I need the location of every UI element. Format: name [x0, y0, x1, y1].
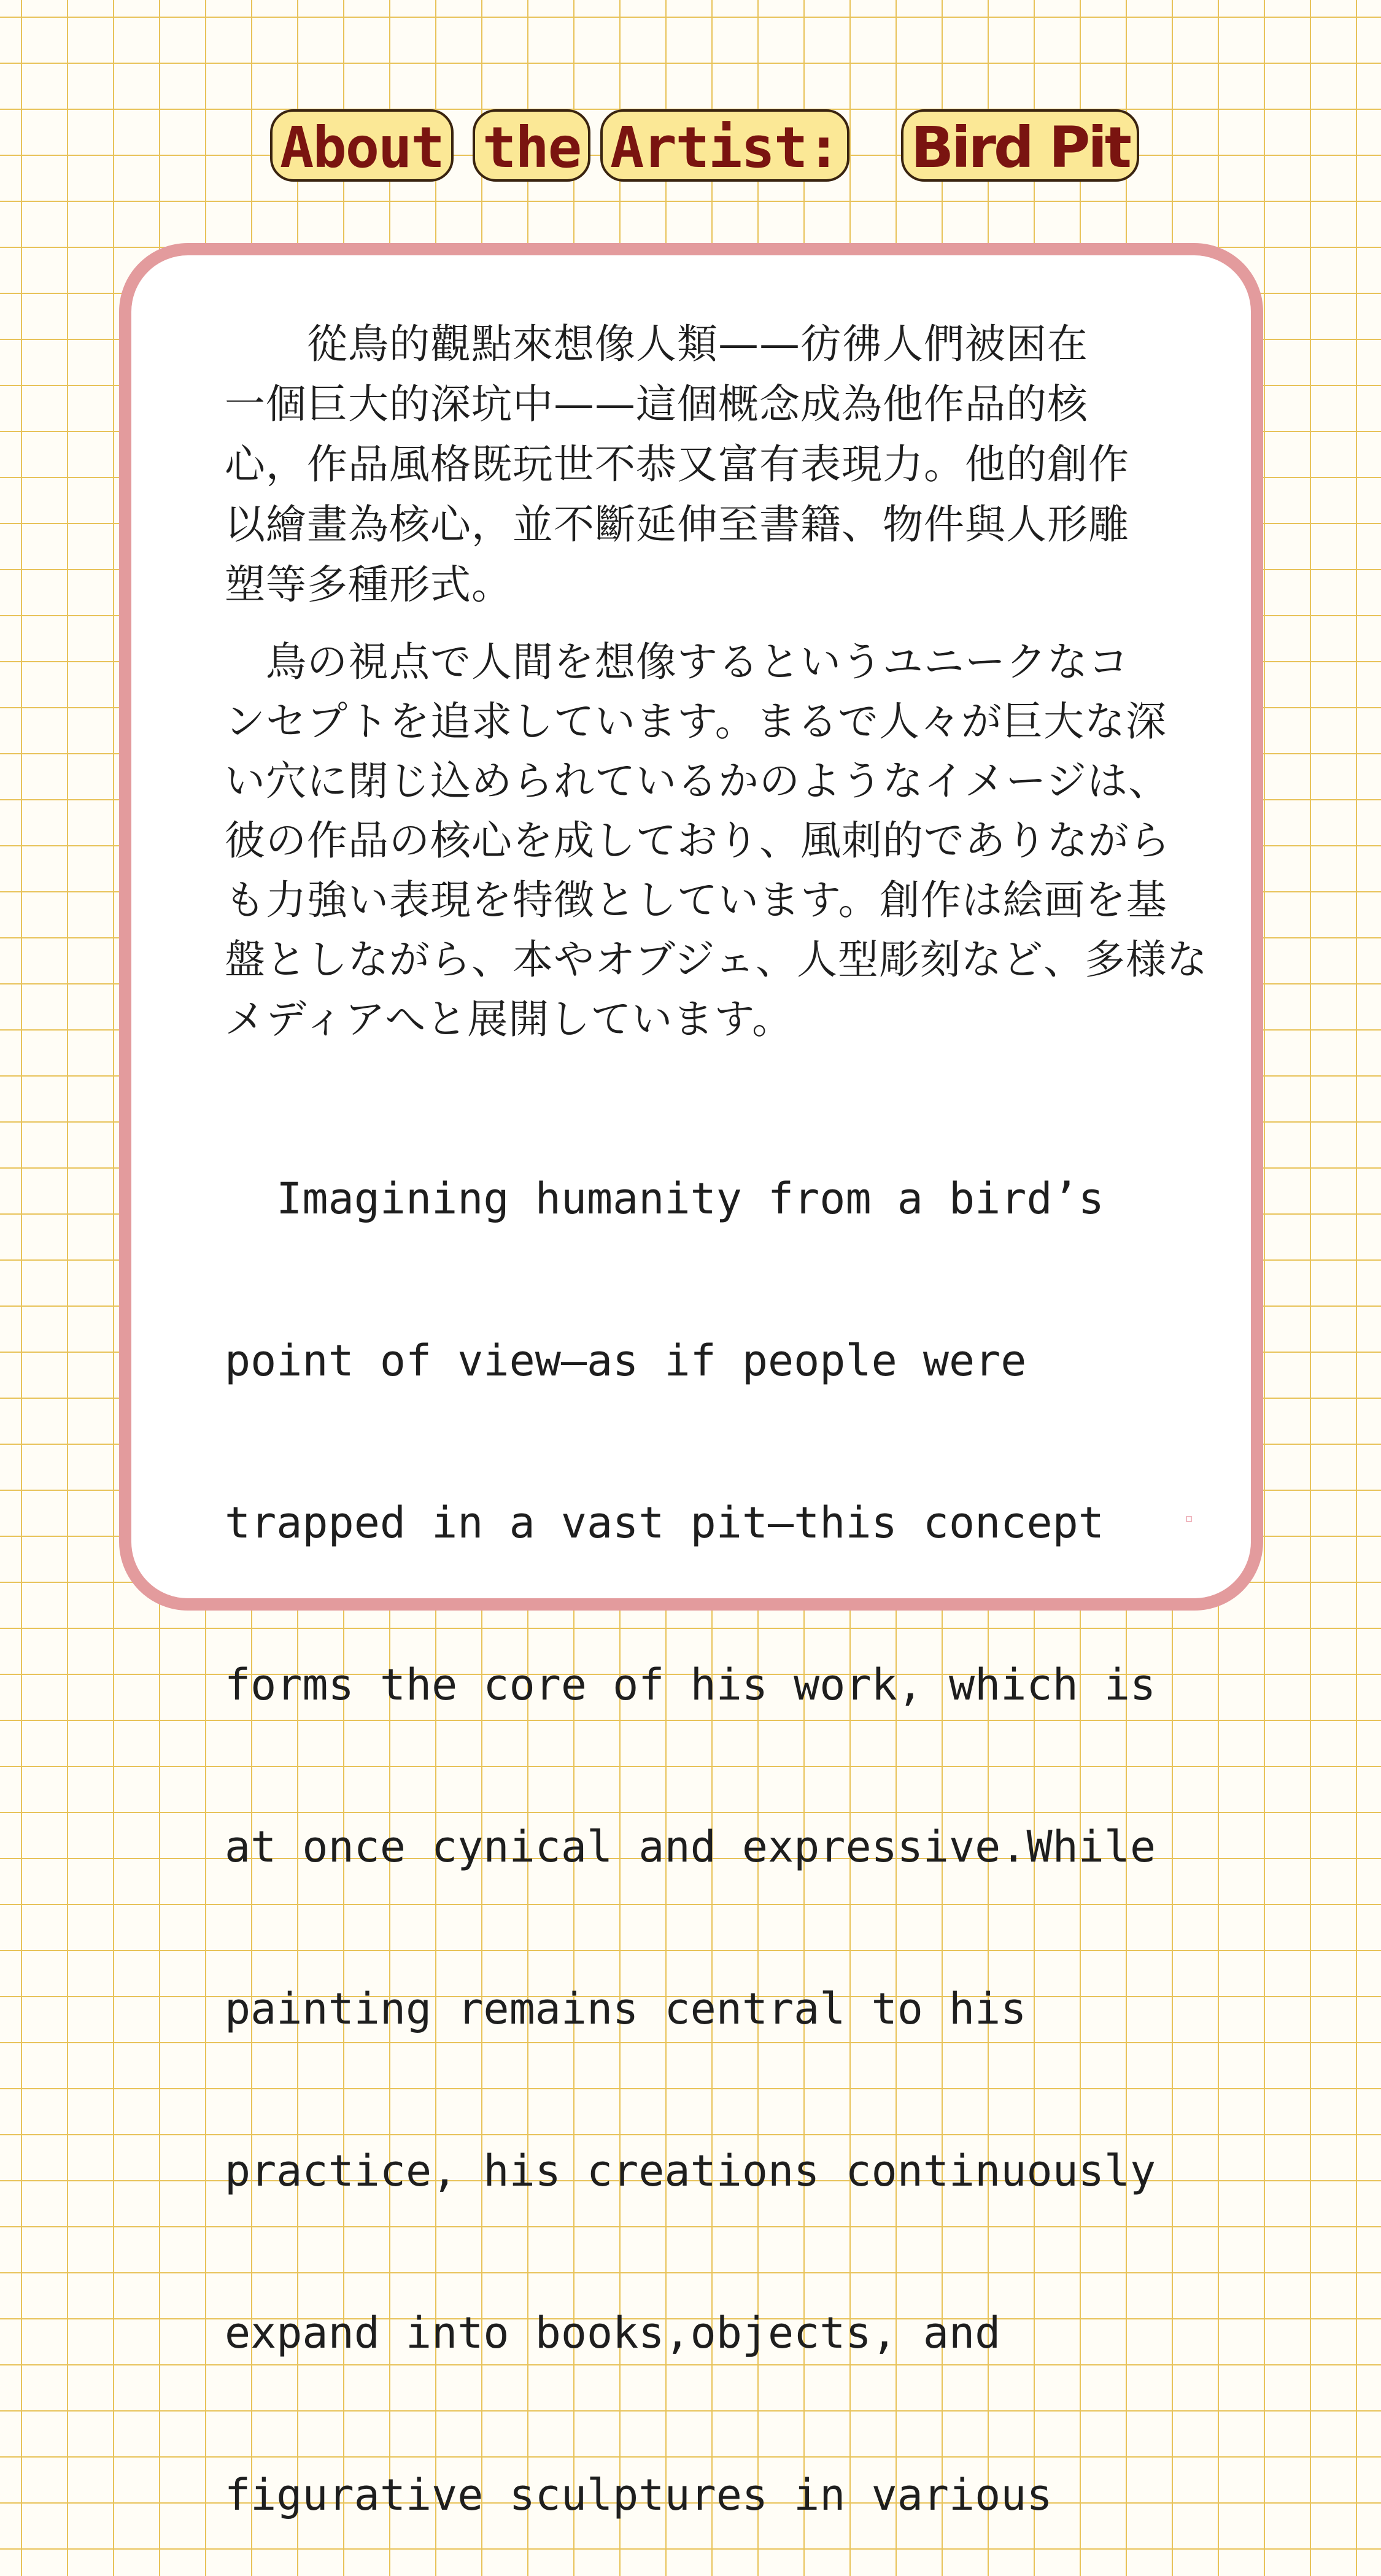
text-overflow-marker: [1186, 1516, 1192, 1522]
bio-line: point of view—as if people were: [225, 1336, 1027, 1386]
bio-line: forms the core of his work, which is: [225, 1660, 1156, 1710]
bio-line: 盤としながら、本やオブジェ、人型彫刻など、多様な: [225, 936, 1209, 983]
bio-line: メディアへと展開しています。: [225, 996, 794, 1043]
bio-line: trapped in a vast pit—this concept: [225, 1498, 1104, 1548]
bio-line: 心，作品風格既玩世不恭又富有表現力。他的創作: [225, 441, 1129, 488]
bio-line: も力強い表現を特徴としています。創作は絵画を基: [225, 876, 1167, 924]
bio-line: い穴に閉じ込められているかのようなイメージは、: [225, 757, 1170, 805]
title-word-the: the: [473, 109, 590, 182]
title-word-artist: Artist:: [600, 109, 849, 182]
title-word-about: About: [270, 109, 454, 182]
bio-paragraph-english: [225, 1064, 1201, 2576]
bio-line: 鳥の視点で人間を想像するというユニークなコ: [225, 638, 1129, 686]
bio-line: 彼の作品の核心を成しており、風刺的でありながら: [225, 817, 1170, 864]
bio-line: figurative sculptures in various: [225, 2470, 1053, 2520]
bio-line: painting remains central to his: [225, 1984, 1027, 2034]
bio-line: 塑等多種形式。: [225, 561, 513, 608]
bio-line: 一個巨大的深坑中——這個概念成為他作品的核: [225, 381, 1088, 428]
page-title: [270, 109, 1129, 185]
bio-line: practice, his creations continuously: [225, 2146, 1156, 2196]
bio-paragraph-chinese: [225, 314, 1201, 615]
bio-line: Imagining humanity from a bird’s: [225, 1174, 1104, 1224]
artist-name: Bird Pit: [901, 109, 1139, 182]
bio-line: 從鳥的觀點來想像人類——彷彿人們被困在: [225, 320, 1088, 368]
bio-paragraph-japanese: [225, 632, 1209, 1049]
bio-line: expand into books,objects, and: [225, 2308, 1001, 2358]
bio-line: at once cynical and expressive.While: [225, 1822, 1156, 1872]
bio-line: ンセプトを追求しています。まるで人々が巨大な深: [225, 698, 1167, 745]
bio-line: 以繪畫為核心，並不斷延伸至書籍、物件與人形雕: [225, 501, 1129, 548]
